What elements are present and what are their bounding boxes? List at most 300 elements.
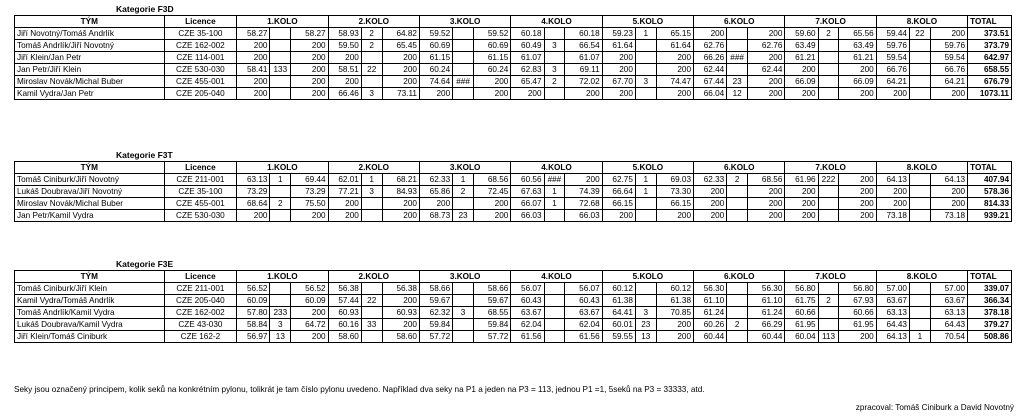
footnote: Seky jsou označený principem, kolik seků na konkrétním pylonu, tolikrát je tam číslo pylonu uvedeno. Například dva seky na P1 a jeden na P3 = 113, jednou P1 =1, 5seků na P3 = 33333, atd. [14,385,705,394]
table-row [15,88,1012,100]
round-cuts [361,283,382,295]
round-time: 64.13 [876,174,909,186]
round-time: 68.73 [419,210,452,222]
round-score: 200 [291,76,328,88]
round-score: 200 [839,174,876,186]
round-cuts [635,198,656,210]
round-cuts [270,28,291,40]
round-score: 56.52 [291,283,328,295]
round-cuts [727,64,748,76]
team-name: Lukáš Doubrava/Jiří Novotný [15,186,165,198]
round-time: 77.21 [328,186,361,198]
round-score: 200 [656,88,693,100]
round-cuts: ### [727,52,748,64]
round-cuts [270,186,291,198]
round-cuts [453,40,474,52]
round-time: 64.21 [876,76,909,88]
round-cuts [544,307,565,319]
table-row [15,76,1012,88]
round-cuts [544,52,565,64]
round-cuts [909,52,930,64]
round-cuts [818,76,839,88]
round-score: 200 [748,88,785,100]
round-cuts: 2 [818,28,839,40]
round-time: 61.07 [511,52,544,64]
round-time: 63.67 [511,307,544,319]
header-round: 8.KOLO [876,16,967,28]
round-cuts: 3 [544,64,565,76]
round-cuts [818,64,839,76]
round-time: 61.75 [785,295,818,307]
round-cuts: 233 [270,307,291,319]
round-score: 56.07 [565,283,602,295]
round-score: 200 [656,331,693,343]
licence: CZE 530-030 [164,64,237,76]
round-cuts: 1 [453,174,474,186]
total-score: 366.34 [968,295,1012,307]
round-score: 62.44 [748,64,785,76]
header-round: 2.KOLO [328,16,419,28]
round-time: 59.23 [602,28,635,40]
round-time: 59.52 [419,28,452,40]
round-time: 62.33 [419,174,452,186]
round-time: 200 [237,40,270,52]
total-score: 939.21 [968,210,1012,222]
round-score: 74.47 [656,76,693,88]
round-cuts: 3 [361,88,382,100]
round-time: 59.44 [876,28,909,40]
round-score: 65.56 [839,28,876,40]
round-cuts: 1 [270,174,291,186]
round-time: 200 [328,76,361,88]
header-licence: Licence [164,271,237,283]
total-score: 1073.11 [968,88,1012,100]
round-score: 61.21 [839,52,876,64]
round-score: 200 [291,307,328,319]
round-time: 200 [511,88,544,100]
licence: CZE 162-002 [164,307,237,319]
round-score: 58.66 [473,283,510,295]
header-row [15,271,1012,283]
round-cuts [909,283,930,295]
round-time: 59.54 [876,52,909,64]
table-row [15,307,1012,319]
round-score: 59.76 [930,40,967,52]
round-cuts [453,283,474,295]
round-time: 61.56 [511,331,544,343]
round-score: 69.44 [291,174,328,186]
table-row [15,186,1012,198]
round-score: 200 [291,210,328,222]
round-score: 68.55 [473,307,510,319]
round-cuts: 2 [361,28,382,40]
round-score: 75.50 [291,198,328,210]
round-cuts [727,307,748,319]
round-cuts [270,283,291,295]
round-time: 56.30 [694,283,727,295]
round-time: 66.07 [511,198,544,210]
round-score: 200 [656,210,693,222]
round-cuts [361,210,382,222]
round-cuts [453,52,474,64]
round-cuts [544,283,565,295]
round-cuts [453,319,474,331]
team-name: Tomáš Andrlík/Jiří Novotný [15,40,165,52]
round-cuts [361,52,382,64]
round-cuts [270,52,291,64]
round-time: 60.09 [237,295,270,307]
round-cuts: 22 [361,64,382,76]
round-time: 66.46 [328,88,361,100]
round-score: 57.00 [930,283,967,295]
round-time: 63.13 [237,174,270,186]
round-score: 200 [473,210,510,222]
round-cuts: 12 [727,88,748,100]
licence: CZE 162-2 [164,331,237,343]
round-time: 200 [876,88,909,100]
round-score: 200 [839,331,876,343]
table-row [15,283,1012,295]
round-time: 200 [785,198,818,210]
round-cuts [818,210,839,222]
round-score: 66.15 [656,198,693,210]
header-round: 4.KOLO [511,16,602,28]
round-score: 63.49 [839,40,876,52]
round-time: 58.66 [419,283,452,295]
header-total: TOTAL [968,162,1012,174]
total-score: 378.18 [968,307,1012,319]
round-score: 64.82 [382,28,419,40]
licence: CZE 211-001 [164,174,237,186]
round-cuts [635,40,656,52]
table-row [15,174,1012,186]
table-row [15,28,1012,40]
round-cuts [909,174,930,186]
round-cuts [270,40,291,52]
round-cuts [727,40,748,52]
round-cuts: 3 [453,307,474,319]
round-score: 200 [930,88,967,100]
team-name: Tomáš Ciniburk/Jiří Novotný [15,174,165,186]
round-score: 63.67 [930,295,967,307]
round-time: 63.49 [785,40,818,52]
round-score: 73.11 [382,88,419,100]
round-score: 200 [839,210,876,222]
round-cuts: 13 [270,331,291,343]
header-round: 7.KOLO [785,162,876,174]
round-score: 200 [291,64,328,76]
header-round: 8.KOLO [876,162,967,174]
round-time: 60.01 [602,319,635,331]
round-time: 59.84 [419,319,452,331]
round-time: 59.67 [419,295,452,307]
round-time: 56.80 [785,283,818,295]
round-time: 200 [419,198,452,210]
round-score: 73.18 [930,210,967,222]
round-time: 57.00 [876,283,909,295]
round-score: 62.04 [565,319,602,331]
round-score: 61.95 [839,319,876,331]
round-time: 59.60 [785,28,818,40]
round-score: 65.15 [656,28,693,40]
round-time: 61.64 [602,40,635,52]
round-score: 61.07 [565,52,602,64]
team-name: Jiří Klein/Jan Petr [15,52,165,64]
round-cuts: 1 [909,331,930,343]
header-round: 5.KOLO [602,162,693,174]
header-round: 3.KOLO [419,271,510,283]
round-time: 60.69 [419,40,452,52]
round-score: 69.03 [656,174,693,186]
total-score: 578.36 [968,186,1012,198]
team-name: Jiří Novotný/Tomáš Andrlík [15,28,165,40]
round-cuts: 1 [544,186,565,198]
round-time: 61.95 [785,319,818,331]
team-name: Jiří Klein/Tomáš Ciniburk [15,331,165,343]
round-time: 62.83 [511,64,544,76]
round-score: 200 [748,76,785,88]
round-score: 59.52 [473,28,510,40]
round-cuts [909,295,930,307]
round-cuts: 2 [361,40,382,52]
table-row [15,210,1012,222]
round-time: 200 [602,210,635,222]
round-score: 200 [748,198,785,210]
round-cuts: 33 [361,319,382,331]
round-cuts [727,331,748,343]
round-cuts [727,198,748,210]
round-cuts [909,307,930,319]
table-row [15,331,1012,343]
round-time: 200 [237,210,270,222]
round-time: 59.76 [876,40,909,52]
round-score: 200 [473,88,510,100]
round-score: 73.30 [656,186,693,198]
round-cuts [635,88,656,100]
licence: CZE 35-100 [164,186,237,198]
licence: CZE 205-040 [164,295,237,307]
results-table [14,15,1012,100]
total-score: 407.94 [968,174,1012,186]
round-score: 64.13 [930,174,967,186]
round-time: 57.72 [419,331,452,343]
round-cuts [361,198,382,210]
team-name: Miroslav Novák/Michal Buber [15,198,165,210]
round-time: 60.04 [785,331,818,343]
round-cuts: 2 [453,186,474,198]
header-round: 5.KOLO [602,16,693,28]
round-score: 200 [748,52,785,64]
round-score: 63.67 [565,307,602,319]
team-name: Jan Petr/Jiří Klein [15,64,165,76]
round-time: 60.56 [511,174,544,186]
round-score: 200 [382,76,419,88]
round-cuts [909,40,930,52]
round-time: 200 [694,198,727,210]
round-score: 58.27 [291,28,328,40]
round-time: 56.07 [511,283,544,295]
total-score: 373.79 [968,40,1012,52]
team-name: Miroslav Novák/Michal Buber [15,76,165,88]
round-time: 58.51 [328,64,361,76]
round-time: 67.70 [602,76,635,88]
round-time: 200 [602,88,635,100]
round-cuts [544,295,565,307]
round-time: 60.24 [419,64,452,76]
round-time: 200 [237,88,270,100]
results-table [14,161,1012,222]
round-score: 200 [473,198,510,210]
round-score: 64.72 [291,319,328,331]
round-cuts [909,210,930,222]
round-time: 200 [237,52,270,64]
round-time: 200 [328,198,361,210]
round-time: 62.44 [694,64,727,76]
round-score: 66.03 [565,210,602,222]
round-cuts [270,88,291,100]
round-score: 60.24 [473,64,510,76]
round-score: 68.21 [382,174,419,186]
round-time: 200 [785,88,818,100]
table-row [15,319,1012,331]
round-score: 200 [382,319,419,331]
round-cuts [453,295,474,307]
header-row [15,162,1012,174]
round-time: 62.76 [694,40,727,52]
round-cuts: 3 [361,186,382,198]
round-score: 61.24 [748,307,785,319]
round-time: 65.47 [511,76,544,88]
round-cuts: 23 [453,210,474,222]
round-score: 200 [291,88,328,100]
round-time: 66.26 [694,52,727,64]
round-cuts: 133 [270,64,291,76]
round-cuts [635,64,656,76]
round-time: 66.09 [785,76,818,88]
round-time: 73.18 [876,210,909,222]
round-cuts [909,198,930,210]
round-cuts [635,52,656,64]
header-team: TÝM [15,271,165,283]
header-total: TOTAL [968,16,1012,28]
round-cuts: 222 [818,174,839,186]
table-row [15,40,1012,52]
round-score: 59.84 [473,319,510,331]
round-cuts: 2 [544,76,565,88]
table-row [15,52,1012,64]
round-time: 73.29 [237,186,270,198]
round-cuts: 23 [727,76,748,88]
credit-line: zpracoval: Tomáš Ciniburk a David Novotný [855,403,1014,412]
round-cuts: 1 [635,28,656,40]
total-score: 339.07 [968,283,1012,295]
header-round: 2.KOLO [328,271,419,283]
header-round: 1.KOLO [237,271,328,283]
round-cuts: 22 [909,28,930,40]
round-score: 60.69 [473,40,510,52]
round-time: 61.10 [694,295,727,307]
round-cuts [909,76,930,88]
round-time: 66.15 [602,198,635,210]
round-score: 58.60 [382,331,419,343]
round-cuts: 23 [635,319,656,331]
round-cuts [818,186,839,198]
round-cuts [818,88,839,100]
round-cuts [727,295,748,307]
round-score: 200 [291,331,328,343]
round-time: 61.96 [785,174,818,186]
round-time: 66.64 [602,186,635,198]
round-cuts: 2 [727,319,748,331]
round-time: 62.01 [328,174,361,186]
round-score: 200 [930,198,967,210]
round-cuts: 1 [635,174,656,186]
round-cuts [818,198,839,210]
round-cuts [544,319,565,331]
round-score: 56.80 [839,283,876,295]
round-cuts [635,295,656,307]
round-time: 61.38 [602,295,635,307]
round-cuts: 1 [544,198,565,210]
round-time: 200 [785,210,818,222]
round-cuts [909,186,930,198]
round-time: 57.44 [328,295,361,307]
round-score: 66.76 [930,64,967,76]
round-time: 58.84 [237,319,270,331]
header-licence: Licence [164,162,237,174]
round-cuts [818,40,839,52]
round-time: 74.64 [419,76,452,88]
round-time: 66.03 [511,210,544,222]
header-round: 6.KOLO [694,162,785,174]
round-time: 200 [328,52,361,64]
header-round: 6.KOLO [694,271,785,283]
round-score: 68.56 [748,174,785,186]
round-cuts [635,283,656,295]
round-cuts [727,28,748,40]
round-cuts [544,28,565,40]
round-score: 60.18 [565,28,602,40]
header-round: 1.KOLO [237,162,328,174]
round-score: 200 [839,88,876,100]
round-time: 61.15 [419,52,452,64]
header-total: TOTAL [968,271,1012,283]
round-score: 72.02 [565,76,602,88]
round-time: 56.38 [328,283,361,295]
round-score: 61.10 [748,295,785,307]
round-cuts: ### [453,76,474,88]
round-cuts [818,319,839,331]
round-score: 72.45 [473,186,510,198]
table-row [15,295,1012,307]
total-score: 658.55 [968,64,1012,76]
round-cuts [544,210,565,222]
header-round: 3.KOLO [419,16,510,28]
round-score: 70.54 [930,331,967,343]
round-time: 56.97 [237,331,270,343]
round-cuts [453,198,474,210]
round-time: 200 [694,210,727,222]
round-cuts: 1 [635,186,656,198]
round-time: 64.41 [602,307,635,319]
round-time: 63.13 [876,307,909,319]
round-score: 61.38 [656,295,693,307]
round-cuts [361,331,382,343]
round-time: 60.66 [785,307,818,319]
round-score: 61.64 [656,40,693,52]
team-name: Kamil Vydra/Jan Petr [15,88,165,100]
round-cuts [453,331,474,343]
